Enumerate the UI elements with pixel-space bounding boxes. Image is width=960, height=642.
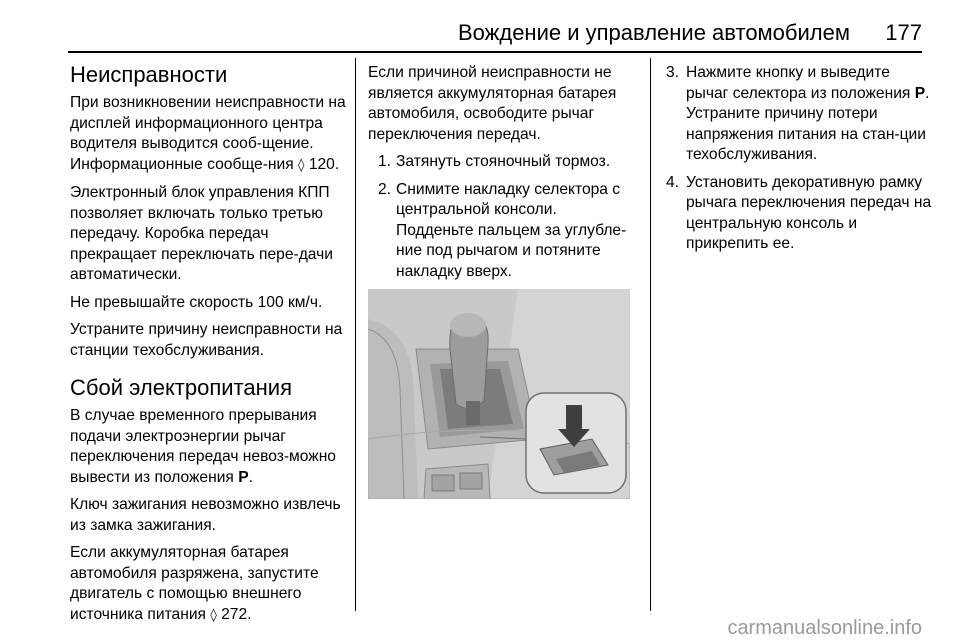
step-number: 2. — [378, 180, 392, 198]
step-text: Затянуть стояночный тормоз. — [396, 153, 611, 170]
column-1 — [70, 62, 350, 633]
column-divider-1 — [355, 58, 356, 611]
page-reference[interactable]: 272. — [221, 605, 252, 623]
step-text: . Устраните причину потери напряжения питания на стан-ции техобслуживания. — [686, 84, 930, 163]
steps-list — [368, 152, 636, 282]
step-number: 1. — [378, 153, 392, 170]
paragraph-text: При возникновении неисправности на дисплей информационного центра водителя выводится сооб-щение. Информационные сообще-ния — [70, 94, 346, 173]
step-number: 3. — [666, 64, 680, 81]
reference-icon: ◊ — [210, 607, 217, 623]
list-item — [666, 173, 934, 255]
paragraph-text: В случае временного прерывания подачи электроэнергии рычаг переключения передач невоз-можно вывести из положения — [70, 407, 336, 486]
steps-list-continued — [666, 63, 934, 255]
page-reference[interactable]: 120. — [308, 155, 340, 173]
paragraph-battery — [70, 543, 350, 626]
list-item — [666, 63, 934, 166]
gear-selector-illustration — [368, 289, 630, 499]
step-text: Снимите накладку селектора с центральной консоли. — [396, 180, 621, 218]
column-2 — [368, 63, 636, 499]
paragraph-gearbox: Электронный блок управления КПП позволяет включать только третью передачу. Коробка передач прекращает переключать пере-дачи автоматически. — [70, 184, 333, 283]
header-rule — [68, 51, 922, 53]
paragraph-speed-limit: Не превышайте скорость 100 км/ч. — [70, 293, 323, 311]
page-number: 177 — [885, 20, 922, 45]
column-3 — [666, 63, 934, 262]
reference-icon: ◊ — [298, 157, 305, 173]
step-number: 4. — [666, 173, 680, 191]
step-text: Нажмите кнопку и выведите рычаг селектора из положения — [686, 64, 911, 102]
list-item — [368, 152, 636, 173]
section-heading-power-failure: Сбой электропитания — [70, 375, 292, 400]
step-text: Установить декоративную рамку рычага переключения передач на центральную консоль и прикрепить ее. — [686, 173, 932, 252]
paragraph-text: Если аккумуляторная батарея автомобиля разряжена, запустите двигатель с помощью внешнего источника питания — [70, 544, 319, 623]
paragraph-power-interruption — [70, 406, 350, 488]
paragraph-ignition-key: Ключ зажигания невозможно извлечь из замка зажигания. — [70, 496, 341, 534]
watermark: carmanualsonline.info — [727, 617, 922, 639]
illustration-graphic — [368, 289, 630, 499]
header-title: Вождение и управление автомобилем — [457, 20, 850, 45]
page-header — [0, 0, 960, 56]
step-text: Подденьте пальцем за углубле-ние под рычагом и потяните накладку вверх. — [396, 221, 627, 280]
position-p-label: P — [238, 468, 249, 486]
punctuation: . — [248, 468, 253, 486]
paragraph-release-lever: Если причиной неисправности не является аккумуляторная батарея автомобиля, освободите рычаг переключения передач. — [368, 64, 617, 143]
list-item — [368, 180, 636, 283]
paragraph-service: Устраните причину неисправности на станции техобслуживания. — [70, 321, 343, 359]
column-divider-2 — [650, 58, 651, 611]
section-heading-faults: Неисправности — [70, 62, 228, 87]
paragraph-fault-message — [70, 93, 350, 176]
position-p-label: P — [914, 84, 926, 102]
